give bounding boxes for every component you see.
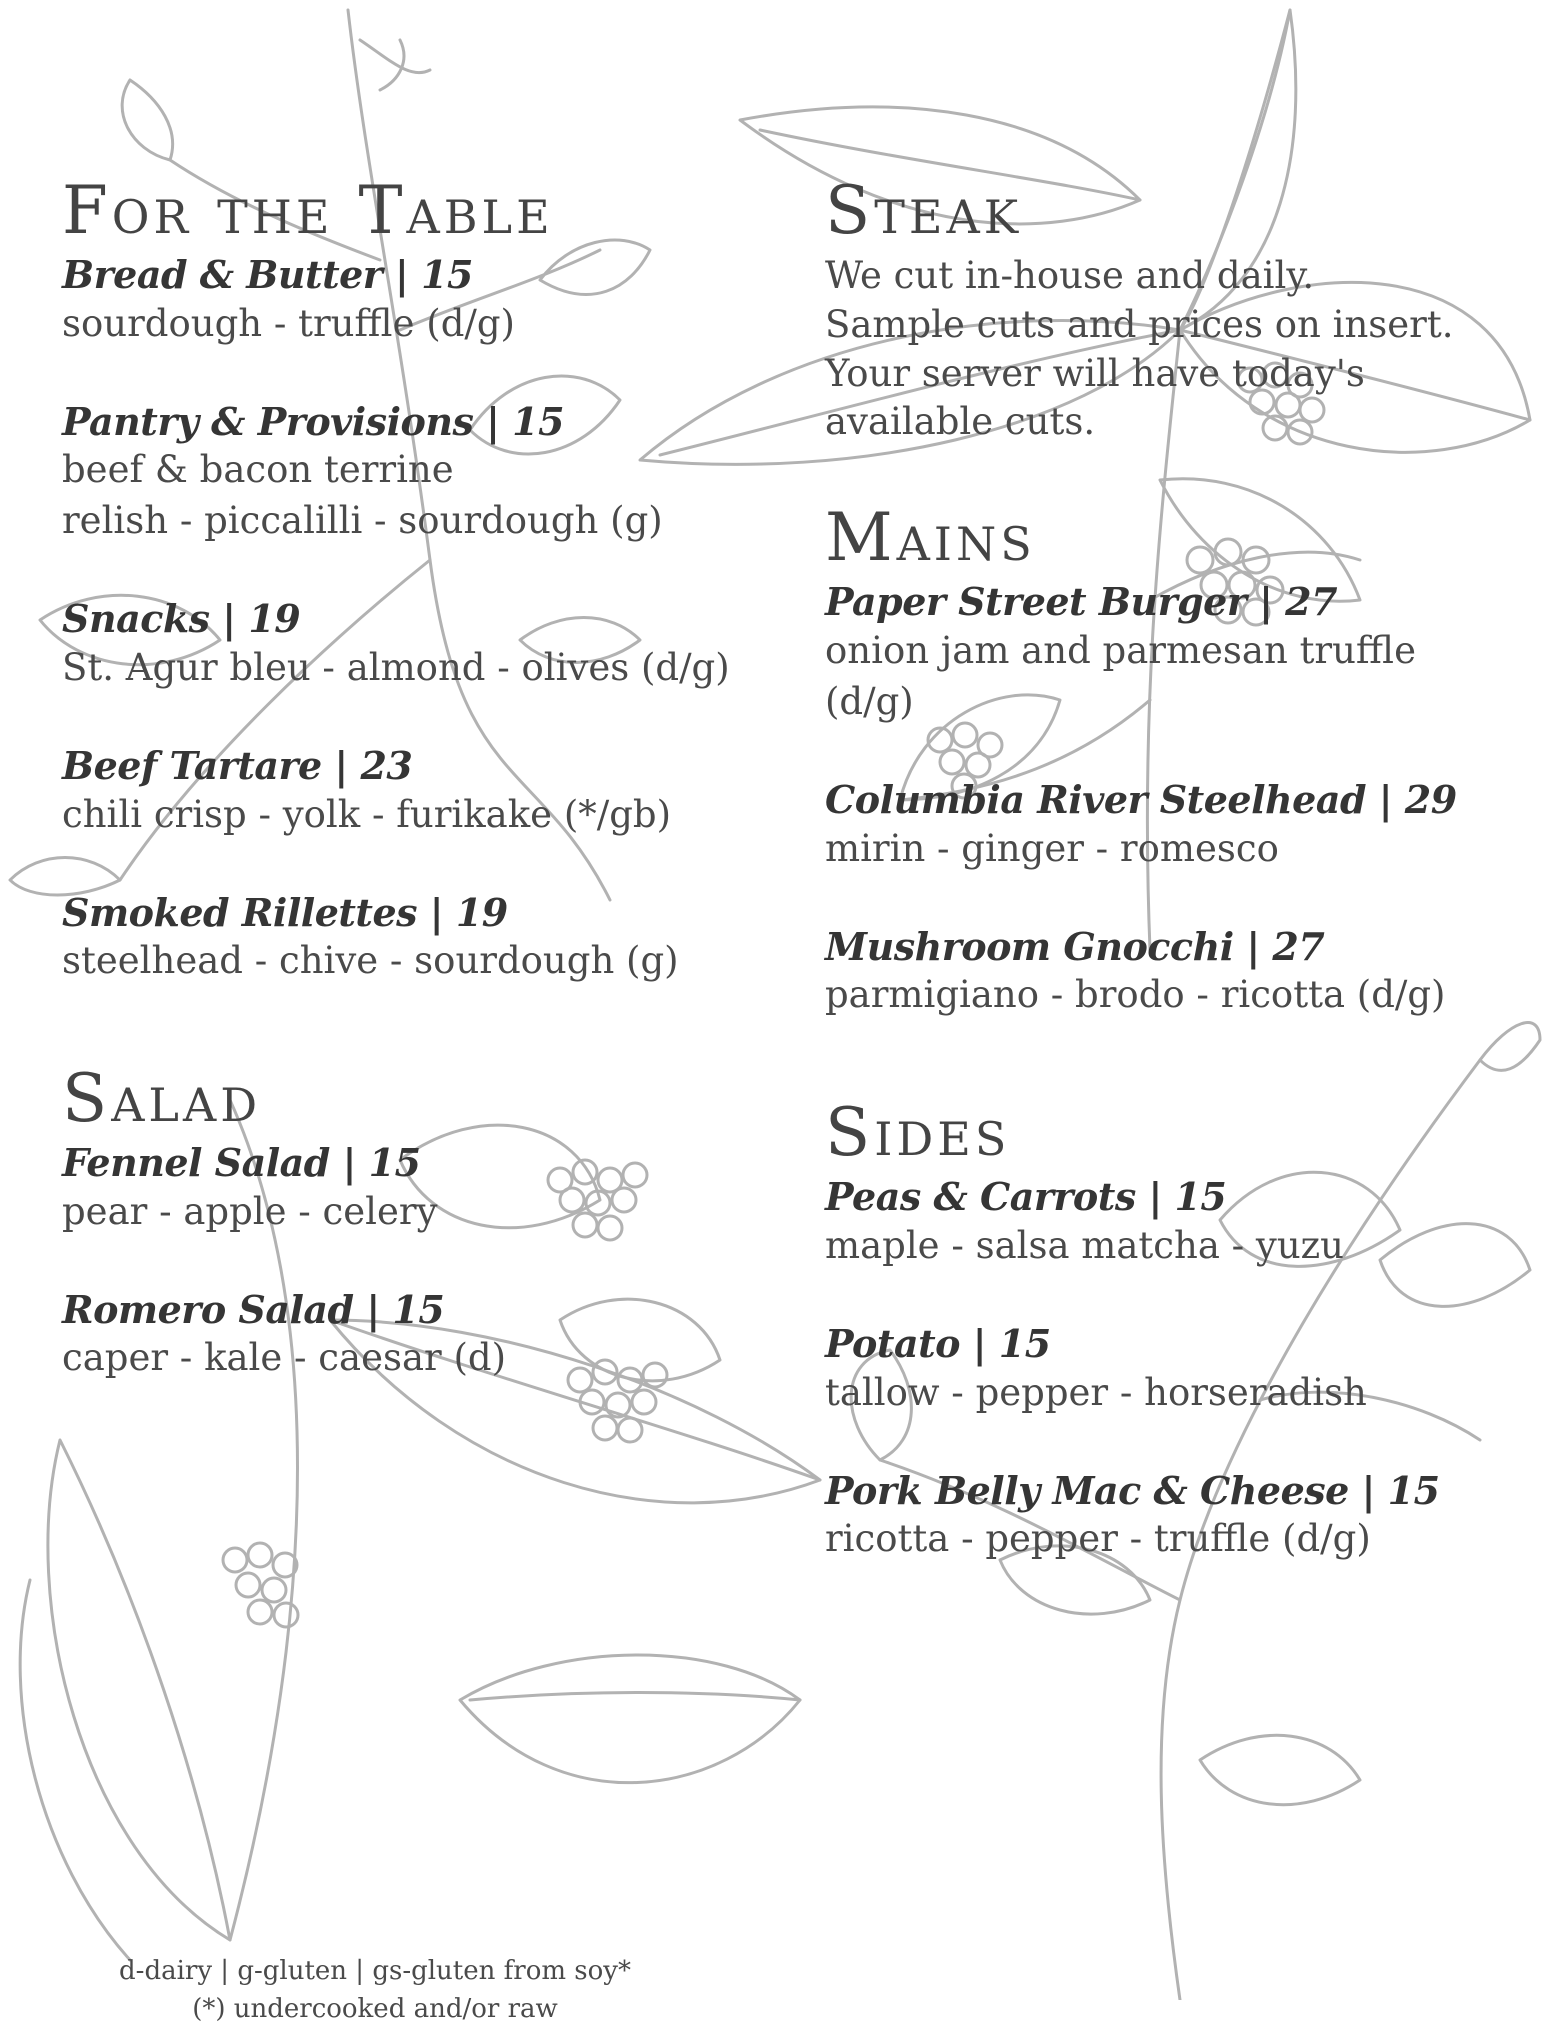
menu-item <box>62 1287 762 1384</box>
menu-item-description: onion jam and parmesan truffle <box>825 628 1416 672</box>
menu-item <box>62 252 762 349</box>
menu-item <box>825 777 1525 874</box>
menu-item-description: caper - kale - caesar (d) <box>62 1336 507 1380</box>
menu-item <box>62 596 762 693</box>
left-column <box>62 172 762 1434</box>
section-title: For the Table <box>62 172 554 249</box>
section-sides <box>825 1094 1525 1564</box>
menu-item-name: Potato | 15 <box>825 1320 1051 1366</box>
menu-item-description: St. Agur bleu - almond - olives (d/g) <box>62 645 730 689</box>
steak-intro-line: available cuts. <box>825 400 1096 444</box>
menu-item <box>825 1321 1525 1418</box>
section-title: Sides <box>825 1094 1011 1172</box>
menu-item-description: chili crisp - yolk - furikake (*/gb) <box>62 792 672 836</box>
menu-item-description: steelhead - chive - sourdough (g) <box>62 939 679 983</box>
menu-item-description: relish - piccalilli - sourdough (g) <box>62 499 663 543</box>
menu-item-description: (d/g) <box>825 679 914 723</box>
right-column <box>825 172 1525 1614</box>
menu-item-name: Fennel Salad | 15 <box>62 1140 421 1186</box>
steak-intro <box>825 252 1525 447</box>
menu-item-name: Smoked Rillettes | 19 <box>62 889 508 935</box>
menu-item-description: maple - salsa matcha - yuzu <box>825 1223 1344 1267</box>
allergen-legend <box>60 1953 690 2028</box>
menu-item <box>825 1468 1525 1565</box>
menu-item-name: Pork Belly Mac & Cheese | 15 <box>825 1467 1440 1513</box>
section-for-the-table <box>62 172 762 986</box>
menu-item-name: Columbia River Steelhead | 29 <box>825 777 1457 822</box>
steak-intro-line: Sample cuts and prices on insert. <box>825 302 1454 346</box>
steak-section <box>825 172 1525 447</box>
menu-item-description: tallow - pepper - horseradish <box>825 1370 1367 1414</box>
menu-item-description: sourdough - truffle (d/g) <box>62 301 515 345</box>
menu-item <box>62 399 762 547</box>
menu-item-description: beef & bacon terrine <box>62 448 454 492</box>
menu-item-name: Peas & Carrots | 15 <box>825 1174 1227 1220</box>
menu-item-name: Pantry & Provisions | 15 <box>62 398 565 444</box>
menu-item <box>825 924 1525 1021</box>
section-mains <box>825 499 1525 1020</box>
steak-intro-line: We cut in-house and daily. <box>825 254 1315 297</box>
menu-item <box>62 743 762 840</box>
legend-line: d-dairy | g-gluten | gs-gluten from soy* <box>119 1956 631 1986</box>
section-salad <box>62 1060 762 1383</box>
section-title: Mains <box>825 499 1036 577</box>
menu-item-name: Mushroom Gnocchi | 27 <box>825 923 1325 969</box>
raw-note-line: (*) undercooked and/or raw <box>192 1993 558 2024</box>
menu-item-description: parmigiano - brodo - ricotta (d/g) <box>825 973 1446 1017</box>
menu-item <box>62 1140 762 1237</box>
menu-item-description: pear - apple - celery <box>62 1189 438 1233</box>
section-title: Salad <box>62 1060 262 1138</box>
menu-item-name: Snacks | 19 <box>62 596 301 642</box>
menu-item-name: Beef Tartare | 23 <box>62 742 413 788</box>
menu-item <box>825 579 1525 727</box>
menu-item-description: ricotta - pepper - truffle (d/g) <box>825 1517 1371 1561</box>
menu-item-name: Bread & Butter | 15 <box>62 252 473 297</box>
section-title-steak: Steak <box>825 172 1023 249</box>
menu-item-description: mirin - ginger - romesco <box>825 826 1279 870</box>
menu-item <box>62 890 762 987</box>
menu-item <box>825 1174 1525 1271</box>
menu-item-name: Romero Salad | 15 <box>62 1286 445 1332</box>
menu-item-name: Paper Street Burger | 27 <box>825 579 1338 625</box>
steak-intro-line: Your server will have today's <box>825 351 1365 395</box>
